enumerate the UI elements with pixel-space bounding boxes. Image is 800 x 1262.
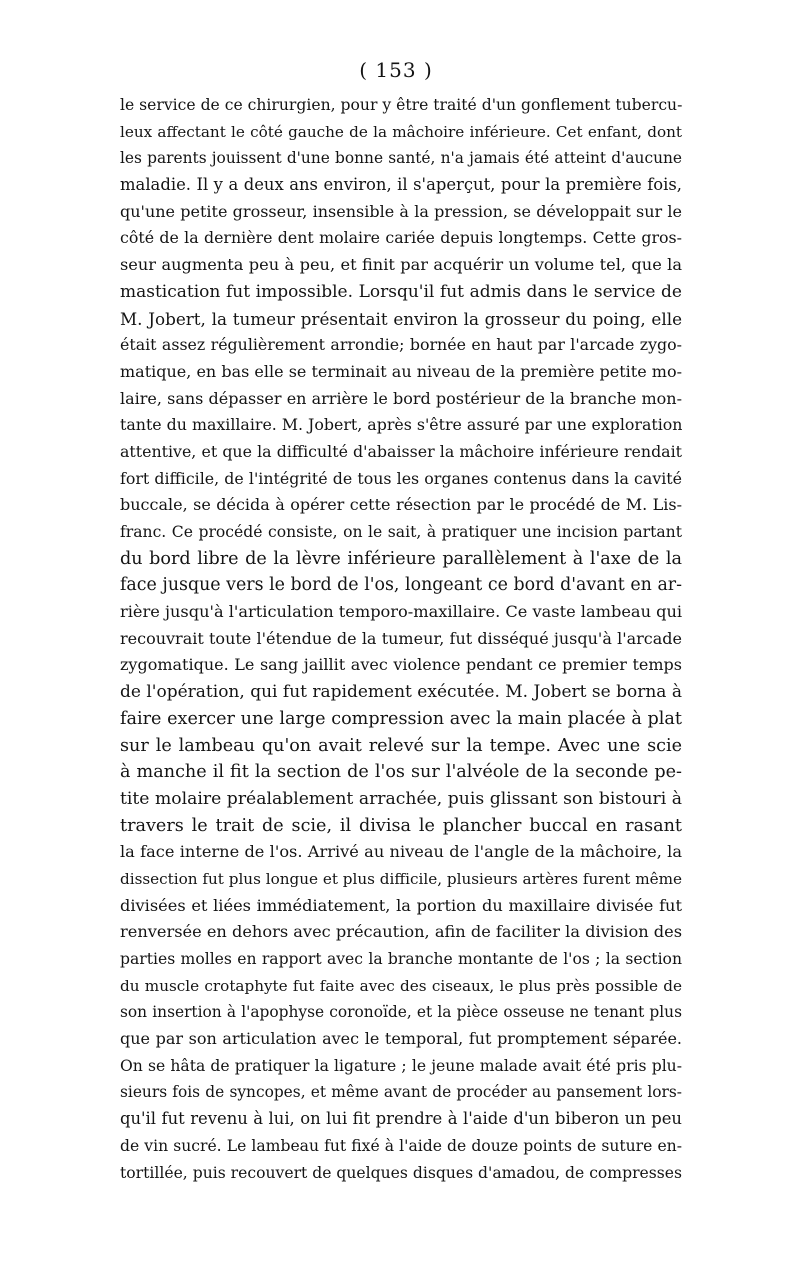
text-line: buccale, se décida à opérer cette résection par le procédé de M. Lis- xyxy=(120,495,682,515)
text-line: tortillée, puis recouvert de quelques disques d'amadou, de compresses xyxy=(120,1163,682,1182)
text-line: sieurs fois de syncopes, et même avant de procéder au pansement lors- xyxy=(120,1083,682,1102)
text-line: seur augmenta peu à peu, et finit par acquérir un volume tel, que la xyxy=(120,255,682,275)
text-line: du muscle crotaphyte fut faite avec des ciseaux, le plus près possible de xyxy=(120,976,682,995)
body-text xyxy=(120,92,682,1186)
text-line: laire, sans dépasser en arrière le bord postérieur de la branche mon- xyxy=(120,388,682,408)
text-line: était assez régulièrement arrondie; bornée en haut par l'arcade zygo- xyxy=(120,335,682,355)
text-line: parties molles en rapport avec la branche montante de l'os ; la section xyxy=(120,950,682,968)
text-line: à manche il fit la section de l'os sur l'alvéole de la seconde pe- xyxy=(120,762,682,783)
text-line: rière jusqu'à l'articulation temporo-maxillaire. Ce vaste lambeau qui xyxy=(120,602,682,622)
page-number: ( 153 ) xyxy=(359,58,433,82)
text-line: côté de la dernière dent molaire cariée depuis longtemps. Cette gros- xyxy=(120,228,682,248)
text-line: maladie. Il y a deux ans environ, il s'aperçut, pour la première fois, xyxy=(120,175,682,195)
text-line: leux affectant le côté gauche de la mâchoire inférieure. Cet enfant, dont xyxy=(120,122,682,141)
text-line: de l'opération, qui fut rapidement exécutée. M. Jobert se borna à xyxy=(120,682,682,703)
text-line: faire exercer une large compression avec la main placée à plat xyxy=(120,708,682,729)
text-line: renversée en dehors avec précaution, afin de faciliter la division des xyxy=(120,922,682,942)
text-line: divisées et liées immédiatement, la portion du maxillaire divisée fut xyxy=(120,895,682,915)
text-line: que par son articulation avec le temporal, fut promptement séparée. xyxy=(120,1029,682,1049)
text-line: les parents jouissent d'une bonne santé, n'a jamais été atteint d'aucune xyxy=(120,149,682,168)
text-line: matique, en bas elle se terminait au niveau de la première petite mo- xyxy=(120,361,682,381)
text-line: zygomatique. Le sang jaillit avec violence pendant ce premier temps xyxy=(120,655,682,675)
text-line: travers le trait de scie, il divisa le plancher buccal en rasant xyxy=(120,815,682,836)
text-line: tante du maxillaire. M. Jobert, après s'être assuré par une exploration xyxy=(120,415,682,435)
text-line: qu'une petite grosseur, insensible à la pression, se développait sur le xyxy=(120,201,682,221)
text-line: mastication fut impossible. Lorsqu'il fut admis dans le service de xyxy=(120,281,682,302)
text-line: du bord libre de la lèvre inférieure parallèlement à l'axe de la xyxy=(120,548,682,569)
text-line: de vin sucré. Le lambeau fut fixé à l'aide de douze points de suture en- xyxy=(120,1136,682,1155)
text-line: tite molaire préalablement arrachée, puis glissant son bistouri à xyxy=(120,788,682,809)
text-line: dissection fut plus longue et plus difficile, plusieurs artères furent même xyxy=(120,869,682,888)
text-line: sur le lambeau qu'on avait relevé sur la tempe. Avec une scie xyxy=(120,735,682,756)
text-line: recouvrait toute l'étendue de la tumeur, fut disséqué jusqu'à l'arcade xyxy=(120,628,682,648)
text-line: fort difficile, de l'intégrité de tous les organes contenus dans la cavité xyxy=(120,468,682,488)
text-line: franc. Ce procédé consiste, on le sait, à pratiquer une incision partant xyxy=(120,523,682,541)
text-line: le service de ce chirurgien, pour y être traité d'un gonflement tubercu- xyxy=(120,96,682,114)
text-line: On se hâta de pratiquer la ligature ; le jeune malade avait été pris plu- xyxy=(120,1056,682,1075)
text-line: attentive, et que la difficulté d'abaisser la mâchoire inférieure rendait xyxy=(120,441,682,461)
text-line: face jusque vers le bord de l'os, longeant ce bord d'avant en ar- xyxy=(120,575,682,596)
text-line: son insertion à l'apophyse coronoïde, et la pièce osseuse ne tenant plus xyxy=(120,1003,682,1022)
text-line: la face interne de l'os. Arrivé au niveau de l'angle de la mâchoire, la xyxy=(120,842,682,862)
text-line: qu'il fut revenu à lui, on lui fit prendre à l'aide d'un biberon un peu xyxy=(120,1109,682,1129)
text-line: M. Jobert, la tumeur présentait environ la grosseur du poing, elle xyxy=(120,308,682,329)
